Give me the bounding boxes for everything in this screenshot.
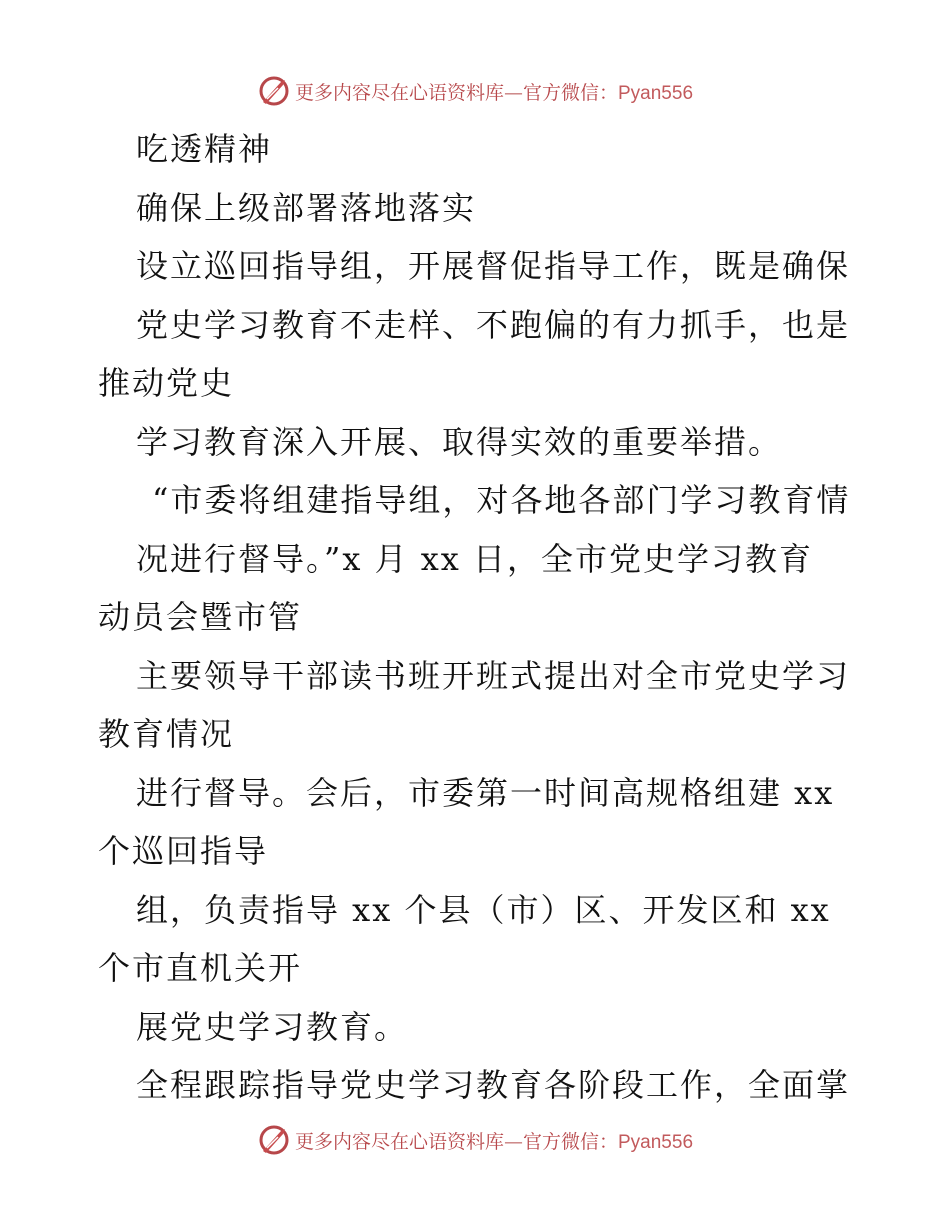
text-line-12: 进行督导。会后，市委第一时间高规格组建 xx xyxy=(136,773,835,812)
footer-banner xyxy=(0,1120,950,1160)
document-body xyxy=(0,120,950,1115)
text-line-1: 吃透精神 xyxy=(136,130,273,168)
text-line-3: 设立巡回指导组，开展督促指导工作，既是确保 xyxy=(136,247,851,285)
quill-pen-logo-icon xyxy=(257,1123,291,1157)
text-line-4: 党史学习教育不走样、不跑偏的有力抓手，也是 xyxy=(136,305,851,344)
footer-separator: — xyxy=(503,1130,523,1153)
footer-account: Pyan556 xyxy=(618,1131,694,1153)
text-line-16: 展党史学习教育。 xyxy=(136,1007,409,1046)
footer-brand: 更多内容尽在心语资料库 xyxy=(294,1130,504,1153)
quill-pen-logo-icon xyxy=(257,74,291,108)
text-line-17: 全程跟踪指导党史学习教育各阶段工作，全面掌 xyxy=(136,1066,851,1104)
text-line-8: 况进行督导。”x 月 xx 日，全市党史学习教育 xyxy=(136,539,814,578)
header-separator: — xyxy=(503,81,523,104)
header-banner xyxy=(0,71,950,111)
text-line-11: 教育情况 xyxy=(98,715,235,753)
header-account: Pyan556 xyxy=(618,82,694,104)
text-line-14: 组，负责指导 xx 个县（市）区、开发区和 xx xyxy=(136,890,831,929)
footer-channel: 官方微信： xyxy=(522,1130,618,1153)
text-line-5: 推动党史 xyxy=(98,364,235,402)
text-line-9: 动员会暨市管 xyxy=(98,598,303,636)
header-brand: 更多内容尽在心语资料库 xyxy=(294,81,504,104)
text-line-10: 主要领导干部读书班开班式提出对全市党史学习 xyxy=(136,656,851,695)
text-line-15: 个市直机关开 xyxy=(98,949,303,987)
header-channel: 官方微信： xyxy=(522,81,618,104)
text-line-7: “市委将组建指导组，对各地各部门学习教育情 xyxy=(152,481,851,519)
text-line-2: 确保上级部署落地落实 xyxy=(136,188,477,227)
text-line-13: 个巡回指导 xyxy=(98,832,269,870)
text-line-6: 学习教育深入开展、取得实效的重要举措。 xyxy=(136,422,783,461)
